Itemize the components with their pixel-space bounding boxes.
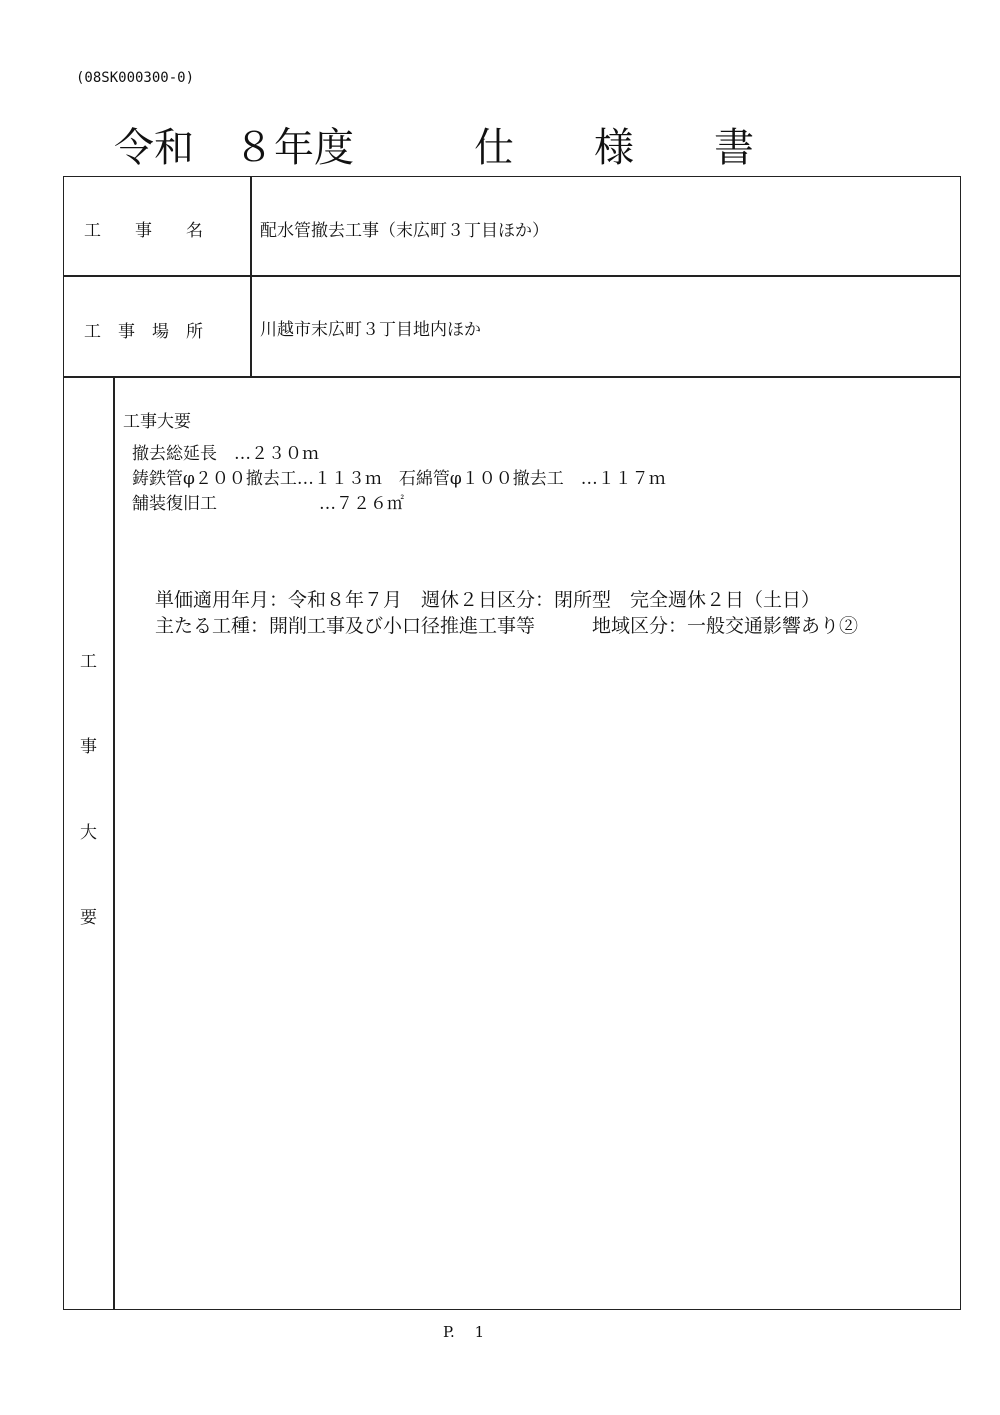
side-label-char: 工: [80, 652, 97, 672]
spec-table: [63, 176, 961, 1310]
condition-line: 単価適用年月：令和８年７月 週休２日区分：閉所型 完全週休２日（土日）: [155, 589, 821, 611]
construction-place-value: 川越市末広町３丁目地内ほか: [260, 320, 481, 340]
side-label-char: 事: [80, 737, 97, 757]
construction-name-label: 工 事 名: [84, 221, 203, 241]
label-column-divider: [250, 176, 252, 377]
document-title: 令和 ８年度 仕 様 書: [114, 125, 754, 171]
summary-line: 撤去総延長 …２３０ｍ: [132, 444, 319, 464]
row-divider-2: [63, 376, 961, 378]
page-number: P. 1: [443, 1323, 485, 1341]
construction-name-value: 配水管撤去工事（末広町３丁目ほか）: [260, 221, 549, 241]
construction-place-label: 工 事 場 所: [84, 322, 203, 342]
row-divider-1: [63, 275, 961, 277]
side-label-char: 要: [80, 908, 97, 928]
document-code: (08SK000300-0): [76, 70, 195, 86]
summary-line: 舗装復旧工 …７２６㎡: [132, 494, 404, 514]
side-label-char: 大: [80, 823, 97, 843]
side-column-divider: [113, 376, 115, 1310]
summary-heading: 工事大要: [123, 412, 191, 432]
summary-line: 鋳鉄管φ２００撤去工…１１３ｍ 石綿管φ１００撤去工 …１１７ｍ: [132, 469, 666, 489]
condition-line: 主たる工種：開削工事及び小口径推進工事等 地域区分：一般交通影響あり②: [155, 615, 859, 637]
